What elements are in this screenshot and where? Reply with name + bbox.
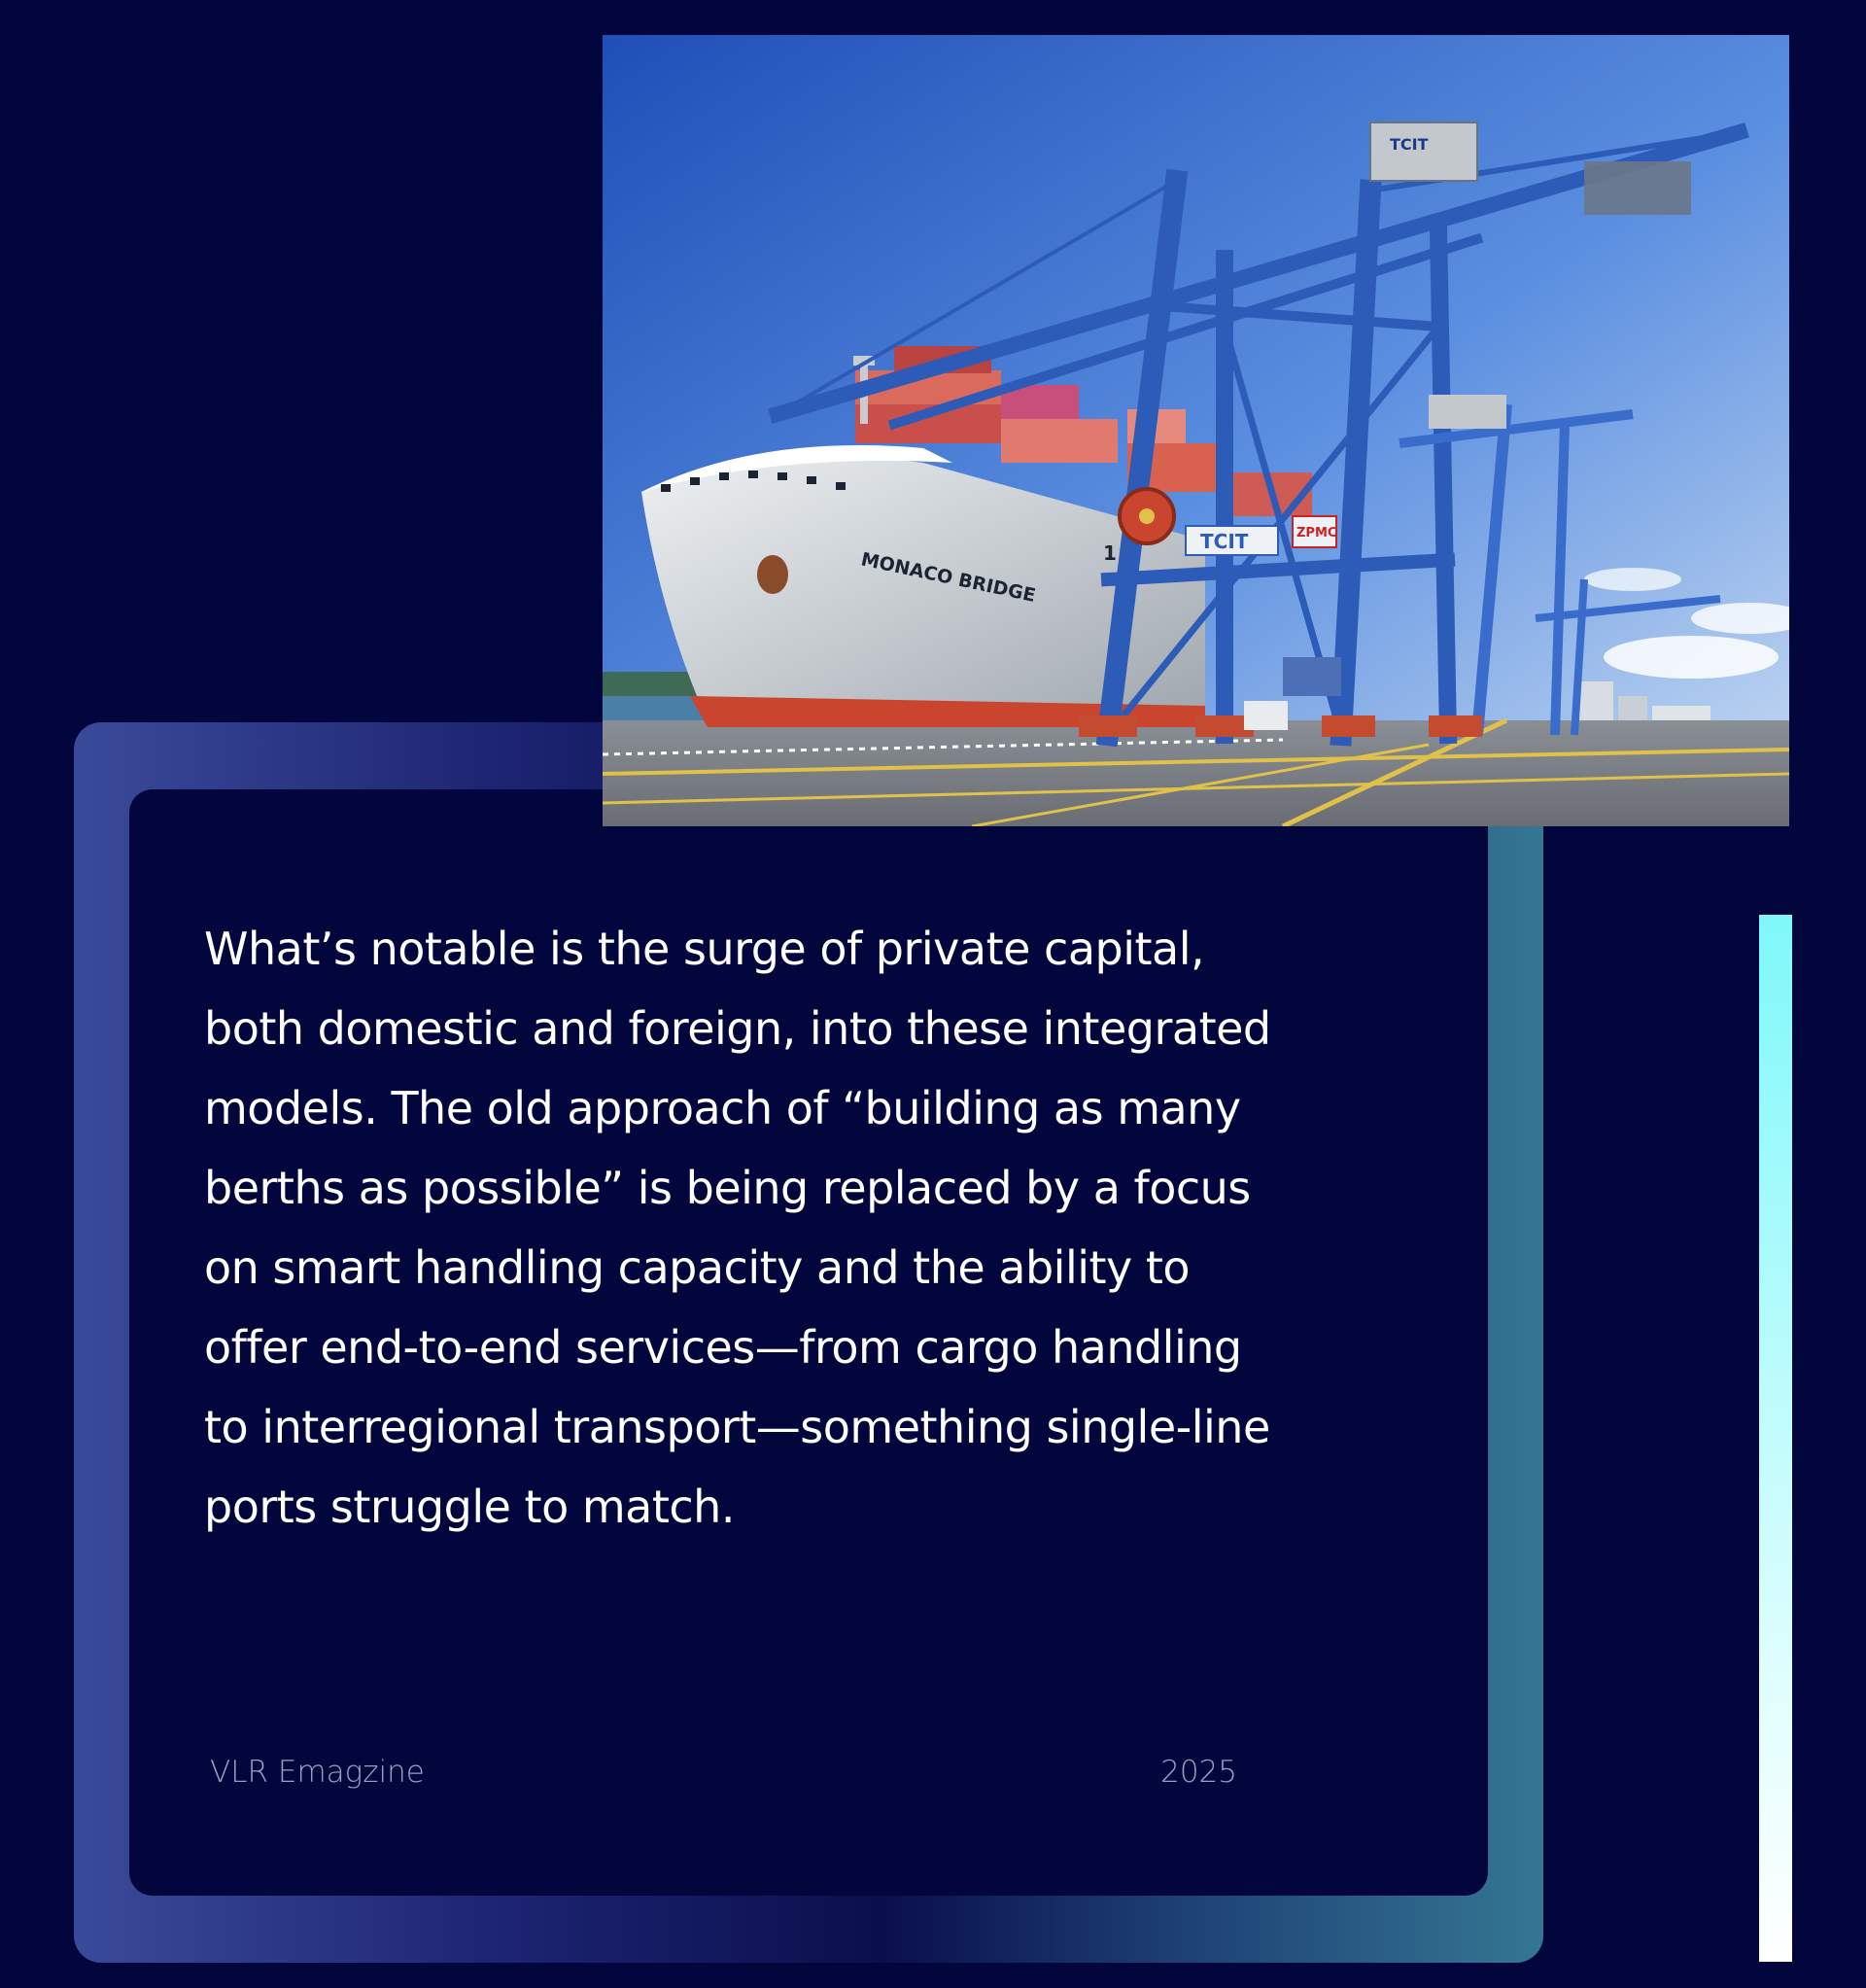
crane-sign-text: TCIT [1200, 530, 1249, 553]
truck [1244, 701, 1288, 730]
crane-maker-text: ZPMC [1296, 526, 1337, 541]
accent-bar [1759, 915, 1792, 1962]
quote-text: What’s notable is the surge of private capital, both domestic and foreign, into these integrated models. The old approach of “building as many berths as possible” is being replaced by a focus on smart handling capacity and the ability to offer end-to-end services—from cargo handling to interregional transport—something single-line ports struggle to match. [204, 923, 1271, 1533]
port-illustration [603, 35, 1789, 826]
port-photo [603, 35, 1789, 826]
cable-reel-hub [1139, 508, 1155, 524]
crane-number: 1 [1103, 541, 1117, 565]
crane-trolley [1584, 161, 1691, 215]
cloud [1584, 568, 1681, 591]
crane-logo: TCIT [1390, 135, 1429, 154]
anchor-icon [757, 555, 788, 594]
container-on-truck [1283, 657, 1341, 696]
cloud [1604, 636, 1779, 679]
source-label: VLR Emagzine [210, 1755, 425, 1790]
crane-machinery-house [1429, 395, 1506, 429]
year-label: 2025 [1160, 1755, 1237, 1790]
ship-name: MONACO BRIDGE [858, 548, 1038, 607]
